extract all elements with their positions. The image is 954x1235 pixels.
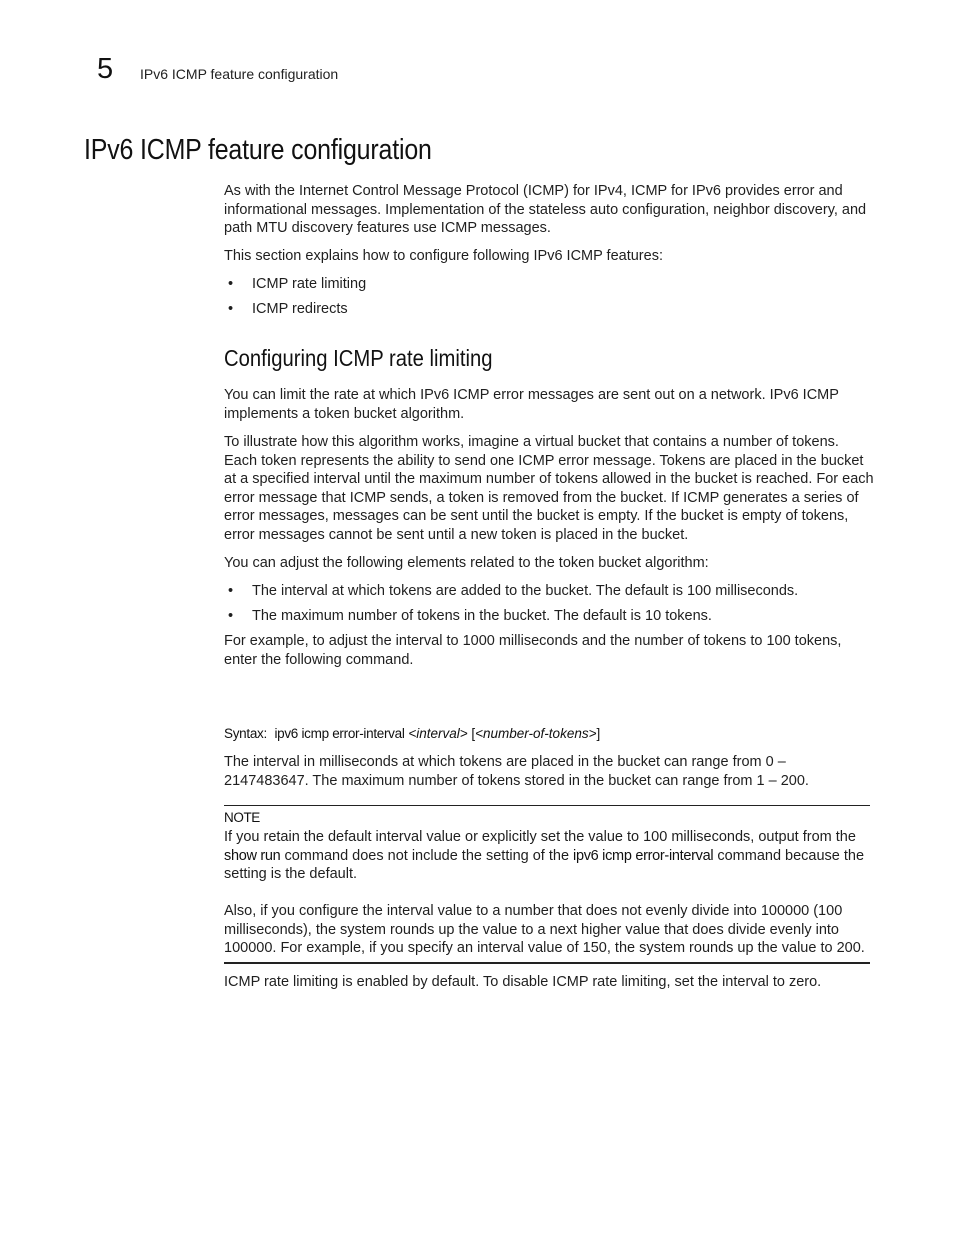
paragraph-syntax-description: The interval in milliseconds at which tokens are placed in the bucket can range from 0 – 2147483647. The maximum number of tokens stored in the bucket can range from 1 – 200. — [224, 754, 809, 789]
syntax-command: ipv6 icmp error-interval — [274, 726, 405, 741]
syntax-param-interval: <interval> — [408, 726, 468, 741]
bullet-icon: • — [228, 583, 234, 599]
intro-paragraph: As with the Internet Control Message Protocol (ICMP) for IPv4, ICMP for IPv6 provides error and informational messages. Implementation of the stateless auto configuration, neighbor discovery, and path MTU discovery features use ICMP messages. — [224, 183, 867, 236]
note-label: NOTE — [224, 810, 260, 825]
element-item-max-tokens: The maximum number of tokens in the bucket. The default is 10 tokens. — [252, 608, 712, 624]
syntax-param-tokens: <number-of-tokens> — [475, 726, 597, 741]
note-paragraph-rounding: Also, if you configure the interval value to a number that does not evenly divide into 100000 (100 milliseconds), the system rounds up the value to a next higher value that does divide evenly into 100000. For example, if you specify an interval value of 150, the system rounds up the value to 200. — [224, 903, 865, 956]
lead-paragraph: This section explains how to configure following IPv6 ICMP features: — [224, 248, 663, 264]
paragraph-closing: ICMP rate limiting is enabled by default. To disable ICMP rate limiting, set the interval to zero. — [224, 974, 822, 990]
note-command-error-interval: ipv6 icmp error-interval — [573, 847, 714, 864]
chapter-number: 5 — [97, 53, 114, 85]
note-command-show-run: show run — [224, 847, 281, 864]
bullet-icon: • — [228, 276, 234, 292]
syntax-close-bracket: ] — [596, 726, 601, 741]
note-text: command because the setting is the default. — [224, 847, 865, 882]
note-paragraph-default-interval — [224, 828, 874, 884]
note-top-rule — [224, 805, 870, 806]
paragraph-example: For example, to adjust the interval to 1000 milliseconds and the number of tokens to 100 tokens, enter the following command. — [224, 633, 842, 668]
section-title: IPv6 ICMP feature configuration — [84, 134, 432, 166]
note-text: command does not include the setting of the — [280, 847, 574, 864]
syntax-label: Syntax: — [224, 726, 267, 741]
paragraph-adjustable-elements: You can adjust the following elements related to the token bucket algorithm: — [224, 555, 709, 571]
syntax-line — [224, 725, 600, 743]
note-bottom-rule — [224, 962, 870, 964]
element-item-interval: The interval at which tokens are added to the bucket. The default is 100 milliseconds. — [252, 583, 799, 599]
syntax-open-bracket: [ — [471, 726, 476, 741]
subsection-title: Configuring ICMP rate limiting — [224, 345, 493, 371]
running-header-title: IPv6 ICMP feature configuration — [140, 66, 339, 82]
note-text: If you retain the default interval value or explicitly set the value to 100 milliseconds, output from the — [224, 829, 856, 845]
paragraph-token-bucket-intro: You can limit the rate at which IPv6 ICMP error messages are sent out on a network. IPv6 ICMP implements a token bucket algorithm. — [224, 387, 839, 422]
bullet-icon: • — [228, 608, 234, 624]
feature-item-rate-limiting: ICMP rate limiting — [252, 276, 367, 292]
bullet-icon: • — [228, 301, 234, 317]
feature-item-redirects: ICMP redirects — [252, 301, 348, 317]
paragraph-token-bucket-explanation: To illustrate how this algorithm works, imagine a virtual bucket that contains a number of tokens. Each token represents the ability to send one ICMP error message. Tokens are placed in the bucket at a specified interval until the maximum number of tokens allowed in the bucket is reached. For each error message that ICMP sends, a token is removed from the bucket. If ICMP generates a series of error messages, messages can be sent until the bucket is empty. If the bucket is empty of tokens, error messages cannot be sent until a new token is placed in the bucket. — [224, 434, 874, 543]
